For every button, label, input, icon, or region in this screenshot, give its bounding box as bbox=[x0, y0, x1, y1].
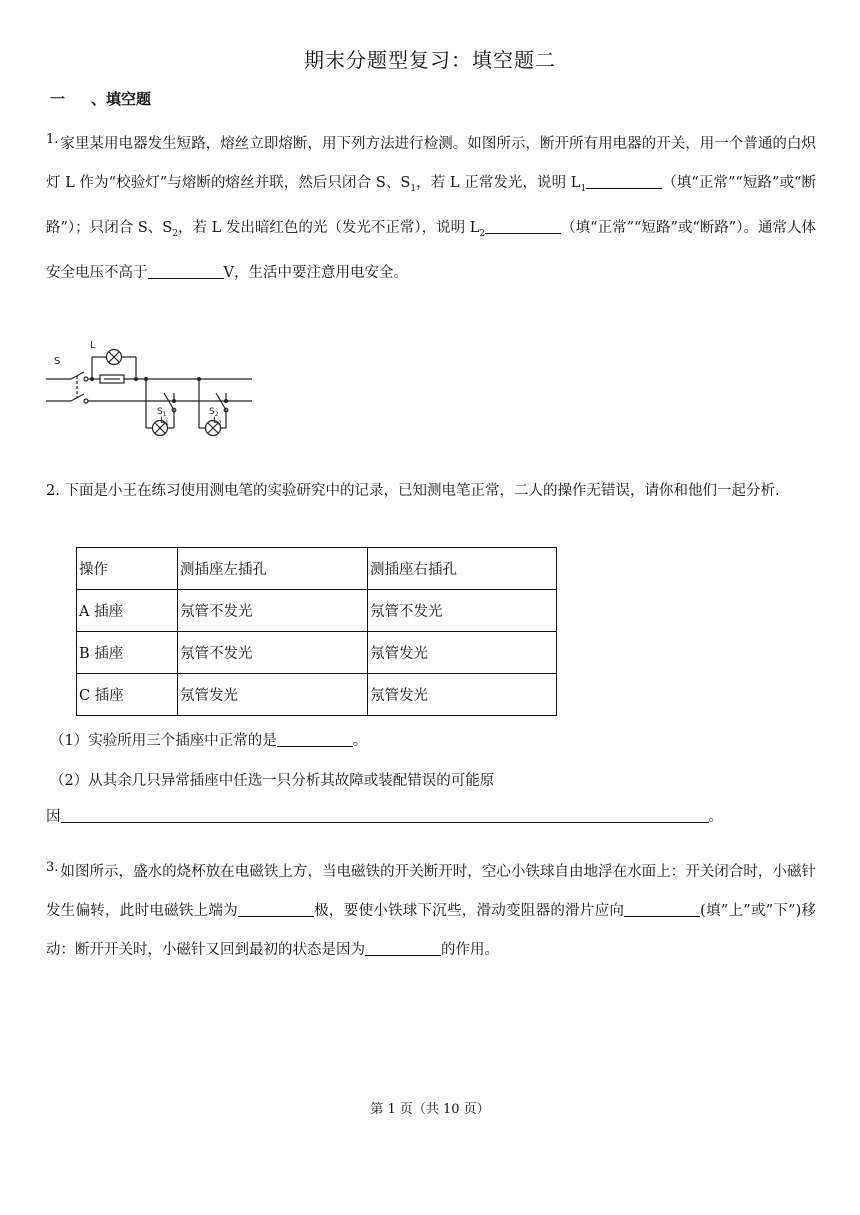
switch-s1-label: $S_1$ bbox=[157, 407, 167, 418]
question-1-text-b: ，若 L 正常发光，说明 L bbox=[416, 175, 581, 191]
switch-s2-label: $S_2$ bbox=[209, 407, 219, 418]
answer-blank-3[interactable] bbox=[148, 277, 224, 279]
sub-question-end: 。 bbox=[352, 733, 368, 749]
tester-results-table bbox=[76, 547, 557, 716]
question-2-sub-2-cont bbox=[46, 804, 723, 830]
table-cell: 氖管不发光 bbox=[178, 590, 368, 632]
question-1-text-c: （填“正常”“短路”或“断路”）；只闭合 S、S bbox=[46, 175, 816, 236]
switch-s-label: S bbox=[54, 356, 61, 367]
lamp-l-label: L bbox=[90, 340, 96, 351]
question-3-number: 3. bbox=[46, 860, 59, 875]
question-1 bbox=[46, 120, 816, 293]
table-cell: A 插座 bbox=[77, 590, 178, 632]
page-title: 期末分题型复习：填空题二 bbox=[304, 48, 556, 72]
sub-question-text: 因 bbox=[46, 809, 61, 825]
table-row bbox=[77, 674, 557, 716]
table-header-cell: 测插座右插孔 bbox=[368, 548, 557, 590]
table-cell: 氖管发光 bbox=[178, 674, 368, 716]
question-3 bbox=[46, 848, 816, 970]
answer-blank-2[interactable] bbox=[485, 232, 561, 234]
answer-blank-5[interactable] bbox=[61, 821, 709, 823]
subscript: 2 bbox=[479, 228, 486, 239]
question-2-sub-2: （2）从其余几只异常插座中任选一只分析其故障或装配错误的可能原 bbox=[50, 773, 495, 789]
question-3-text-c: (填”上”或”下”)移动：断开开关时，小磁针又回到最初的状态是因为 bbox=[46, 903, 816, 958]
question-3-text-b: 极，要使小铁球下沉些，滑动变阻器的滑片应向 bbox=[313, 903, 625, 919]
table-header-row bbox=[77, 548, 557, 590]
question-1-text-d: ，若 L 发出暗红色的光（发光不正常），说明 L bbox=[177, 219, 480, 236]
answer-blank-4[interactable] bbox=[277, 745, 353, 747]
table-cell: 氖管发光 bbox=[368, 632, 557, 674]
table-cell: 氖管不发光 bbox=[368, 590, 557, 632]
sub-question-text: （1）实验所用三个插座中正常的是 bbox=[50, 733, 277, 749]
subscript: 2 bbox=[172, 228, 178, 239]
table-row bbox=[77, 632, 557, 674]
table-header-cell: 测插座左插孔 bbox=[178, 548, 368, 590]
section-heading bbox=[50, 88, 151, 109]
subscript: 1 bbox=[580, 183, 587, 194]
table-header-cell: 操作 bbox=[77, 548, 178, 590]
question-2-sub-1 bbox=[50, 728, 367, 754]
table-cell: 氖管不发光 bbox=[178, 632, 368, 674]
question-3-text-a: 如图所示，盛水的烧杯放在电磁铁上方，当电磁铁的开关断开时，空心小铁球自由地浮在水面上：开关闭合时，小磁针发生偏转，此时电磁铁上端为 bbox=[46, 864, 816, 919]
circuit-diagram bbox=[44, 330, 264, 462]
answer-blank-7[interactable] bbox=[624, 915, 700, 917]
answer-blank-8[interactable] bbox=[365, 954, 441, 956]
question-1-number: 1. bbox=[46, 132, 59, 147]
question-1-text-f: V，生活中要注意用电安全。 bbox=[223, 264, 408, 281]
question-1-text-a: 家里某用电器发生短路，熔丝立即熔断，用下列方法进行检测。如图所示，断开所有用电器的开关，用一个普通的白炽灯 L 作为“校验灯”与熔断的熔丝并联，然后只闭合 S、S bbox=[46, 136, 816, 191]
answer-blank-6[interactable] bbox=[238, 915, 314, 917]
lamp-l1-label: $L_1$ bbox=[160, 416, 169, 427]
section-number: 一 bbox=[50, 90, 66, 108]
table-cell: B 插座 bbox=[77, 632, 178, 674]
table-cell: 氖管发光 bbox=[368, 674, 557, 716]
question-3-text-d: 的作用。 bbox=[441, 942, 499, 958]
page-footer: 第 1 页（共 10 页） bbox=[370, 1102, 490, 1117]
sub-question-end: 。 bbox=[708, 809, 723, 825]
section-label: 、填空题 bbox=[91, 90, 152, 108]
question-1-text-e: （填“正常”“短路”或“断路”）。通常人体安全电压不高于 bbox=[46, 219, 817, 281]
subscript: 1 bbox=[410, 183, 417, 194]
table-cell: C 插座 bbox=[77, 674, 178, 716]
table-row bbox=[77, 590, 557, 632]
question-2-intro: 2. 下面是小王在练习使用测电笔的实验研究中的记录，已知测电笔正常，二人的操作无错误，请你和他们一起分析. bbox=[46, 483, 780, 499]
answer-blank-1[interactable] bbox=[586, 187, 662, 189]
lamp-l2-label: $L_2$ bbox=[213, 416, 222, 427]
